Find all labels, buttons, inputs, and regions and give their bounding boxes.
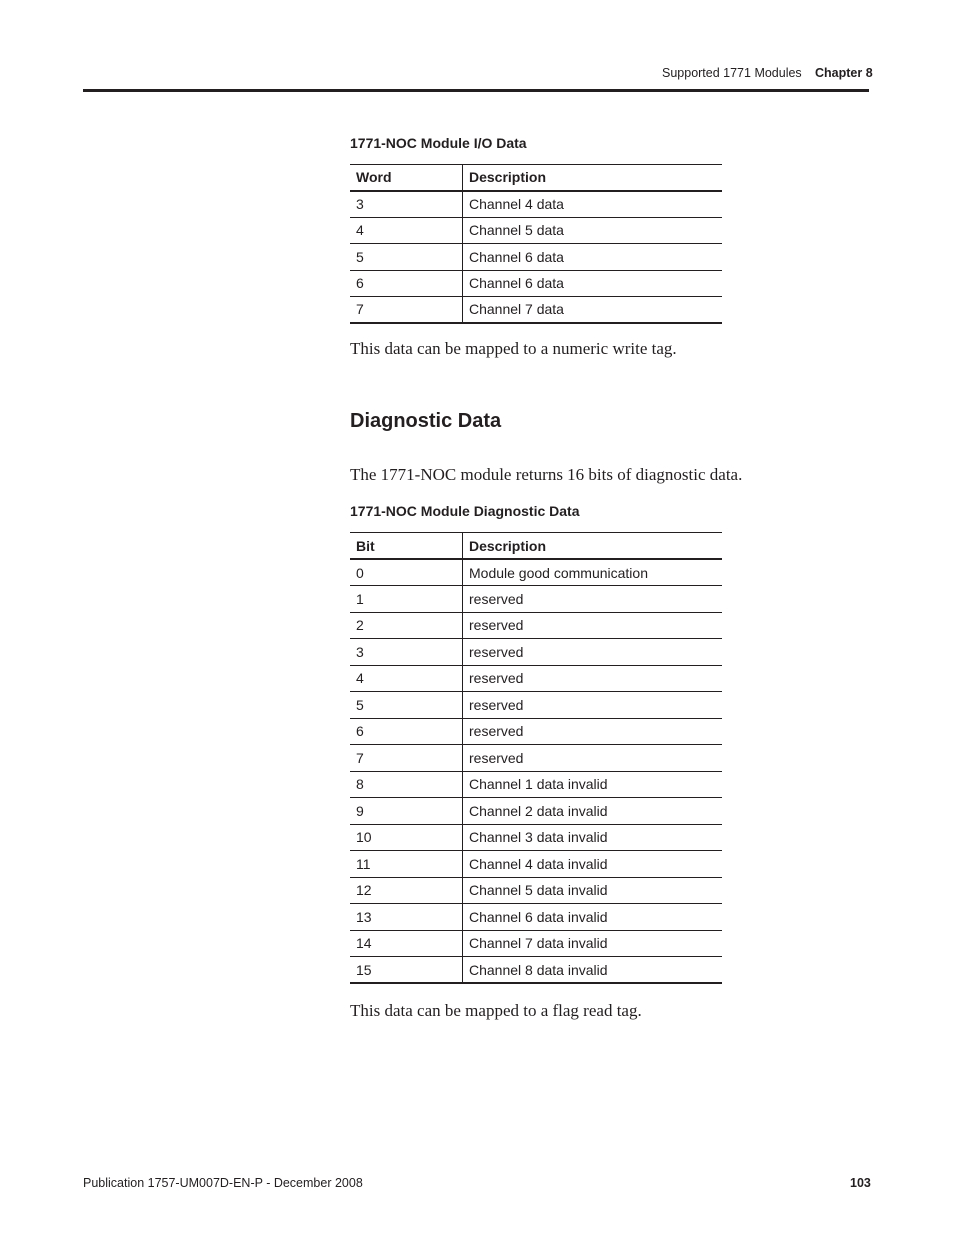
header-rule [83,89,869,92]
table-row [350,957,722,984]
table-cell-index: 11 [350,851,463,878]
table-cell-index: 4 [350,217,463,243]
table-cell-index: 14 [350,930,463,957]
table-cell-description: Channel 6 data [469,275,564,292]
table-cell-description: Channel 4 data invalid [469,855,608,872]
table-cell-description: Channel 5 data invalid [469,882,608,899]
column-header-description: Description [469,169,547,186]
table-cell-description: reserved [469,723,524,740]
table-row [350,798,722,825]
table-cell-description: Module good communication [469,564,648,581]
table-row [350,586,722,613]
table-row [350,851,722,878]
column-header-bit: Bit [350,533,463,560]
diagnostic-data-table [350,532,722,984]
table-row [350,877,722,904]
table-cell-description: reserved [469,670,524,687]
column-header-description: Description [469,537,547,554]
table-cell-index: 8 [350,771,463,798]
table-cell-description: reserved [469,749,524,766]
io-data-table [350,164,722,324]
header-section-title: Supported 1771 Modules [662,66,802,80]
table-cell-index: 7 [350,296,463,322]
table-cell-description: Channel 5 data [469,222,564,239]
table-cell-description: Channel 8 data invalid [469,961,608,978]
table-cell-index: 5 [350,692,463,719]
table-cell-index: 7 [350,745,463,772]
table-row [350,745,722,772]
table-cell-index: 3 [350,191,463,217]
table-row [350,270,722,296]
table-row [350,296,722,322]
table-row [350,665,722,692]
page-number: 103 [850,1176,871,1190]
table-row [350,771,722,798]
table-cell-description: reserved [469,590,524,607]
table-cell-index: 5 [350,244,463,270]
table-row [350,191,722,217]
table-row [350,612,722,639]
table-cell-index: 0 [350,559,463,586]
table-header-row [350,533,722,560]
column-header-word: Word [350,165,463,191]
table-cell-index: 4 [350,665,463,692]
table-cell-description: Channel 6 data invalid [469,908,608,925]
io-table-body [350,191,722,323]
table-cell-description: Channel 1 data invalid [469,776,608,793]
io-note: This data can be mapped to a numeric write tag. [350,339,677,358]
table-cell-description: Channel 6 data [469,248,564,265]
table-header-row [350,165,722,191]
table-cell-index: 13 [350,904,463,931]
table-cell-index: 6 [350,718,463,745]
table-row [350,904,722,931]
table-cell-index: 6 [350,270,463,296]
table-cell-description: reserved [469,617,524,634]
table-cell-index: 12 [350,877,463,904]
diagnostic-intro: The 1771-NOC module returns 16 bits of diagnostic data. [350,465,743,484]
table-row [350,559,722,586]
diag-table-body [350,559,722,983]
table-cell-index: 15 [350,957,463,984]
footer-publication: Publication 1757-UM007D-EN-P - December 2008 [83,1176,363,1190]
table-cell-description: reserved [469,696,524,713]
table-row [350,244,722,270]
table-row [350,217,722,243]
table-cell-index: 9 [350,798,463,825]
table-row [350,930,722,957]
section-heading: Diagnostic Data [350,410,502,432]
io-table-caption: 1771-NOC Module I/O Data [350,135,527,151]
header-chapter: Chapter 8 [815,66,873,80]
table-cell-description: Channel 2 data invalid [469,802,608,819]
table-cell-description: Channel 4 data [469,196,564,213]
table-cell-description: Channel 7 data invalid [469,935,608,952]
table-cell-index: 2 [350,612,463,639]
table-row [350,824,722,851]
table-row [350,718,722,745]
table-cell-index: 1 [350,586,463,613]
table-cell-description: Channel 7 data [469,301,564,318]
diag-note: This data can be mapped to a flag read tag. [350,1001,642,1020]
table-row [350,692,722,719]
table-row [350,639,722,666]
table-cell-index: 10 [350,824,463,851]
diag-table-caption: 1771-NOC Module Diagnostic Data [350,503,580,519]
table-cell-description: Channel 3 data invalid [469,829,608,846]
table-cell-index: 3 [350,639,463,666]
table-cell-description: reserved [469,643,524,660]
